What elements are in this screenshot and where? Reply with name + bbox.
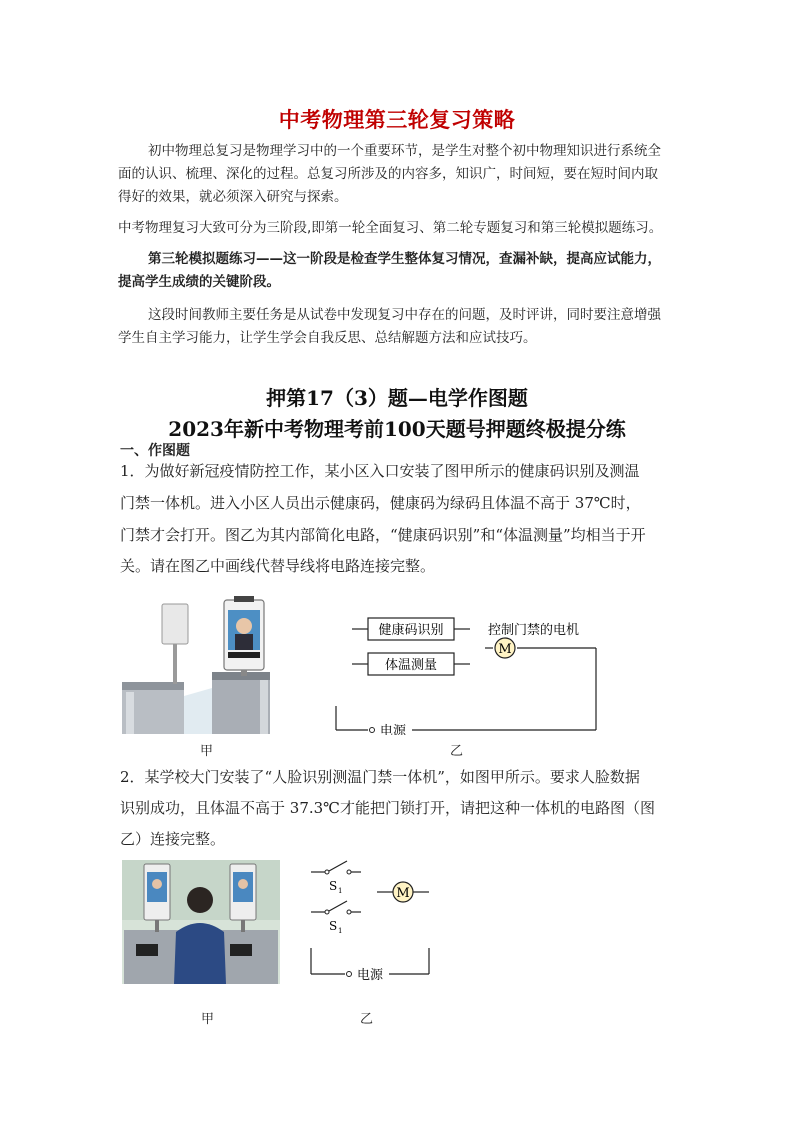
- motor-caption: 控制门禁的电机: [488, 623, 580, 638]
- q2-power-label: 电源: [357, 968, 384, 983]
- q1-line1: 1．为做好新冠疫情防控工作，某小区入口安装了图甲所示的健康码识别及测温: [120, 462, 640, 480]
- power-label: 电源: [380, 724, 407, 735]
- q2-caption-yi: 乙: [360, 1012, 374, 1027]
- switch1-sub: 1: [338, 887, 343, 895]
- section-title: 一、作图题: [120, 443, 190, 459]
- q2-caption-jia: 甲: [201, 1012, 215, 1027]
- q1-circuit-diagram: [330, 610, 620, 735]
- switch2-sub: 1: [338, 927, 343, 935]
- switch1-label: S: [329, 879, 338, 893]
- intro-p4-line1: 这段时间教师主要任务是从试卷中发现复习中存在的问题，及时评讲，同时要注意增强: [148, 307, 661, 323]
- q1-line4: 关。请在图乙中画线代替导线将电路连接完整。: [120, 557, 436, 575]
- q1-caption-jia: 甲: [200, 744, 214, 759]
- intro-p2: 中考物理复习大致可分为三阶段,即第一轮全面复习、第二轮专题复习和第三轮模拟题练习。: [118, 220, 663, 236]
- heading-1: 押第17（3）题—电学作图题: [266, 386, 528, 410]
- intro-p1-line1: 初中物理总复习是物理学习中的一个重要环节，是学生对整个初中物理知识进行系统全: [148, 143, 661, 159]
- q1-photo-gate-machine: [120, 596, 272, 736]
- q1-caption-yi: 乙: [450, 744, 464, 759]
- q1-line2: 门禁一体机。进入小区人员出示健康码，健康码为绿码且体温不高于 37℃时，: [120, 494, 641, 512]
- q2-line3: 乙）连接完整。: [120, 830, 226, 848]
- q2-circuit-diagram: [305, 858, 440, 988]
- intro-p4-line2: 学生自主学习能力，让学生学会自我反思、总结解题方法和应试技巧。: [118, 330, 537, 346]
- page-title: 中考物理第三轮复习策略: [278, 108, 516, 132]
- intro-p3-line2: 提高学生成绩的关键阶段。: [118, 274, 280, 290]
- heading-2: 2023年新中考物理考前100天题号押题终极提分练: [168, 417, 626, 441]
- q2-motor-letter: M: [396, 886, 410, 901]
- health-code-label: 健康码识别: [378, 623, 444, 638]
- intro-p1-line3: 得好的效果，就必须深入研究与探索。: [118, 189, 348, 205]
- q2-line1: 2．某学校大门安装了“人脸识别测温门禁一体机”，如图甲所示。要求人脸数据: [120, 768, 640, 786]
- q1-line3: 门禁才会打开。图乙为其内部简化电路，“健康码识别”和“体温测量”均相当于开: [120, 526, 646, 544]
- q2-line2: 识别成功，且体温不高于 37.3℃才能把门锁打开，请把这种一体机的电路图（图: [120, 799, 655, 817]
- q2-photo-face-recognition-gate: [122, 860, 280, 984]
- switch2-label: S: [329, 919, 338, 933]
- intro-p1-line2: 面的认识、梳理、深化的过程。总复习所涉及的内容多，知识广，时间短，要在短时间内取: [118, 166, 658, 182]
- intro-p3-line1: 第三轮模拟题练习——这一阶段是检查学生整体复习情况，查漏补缺，提高应试能力，: [148, 251, 661, 267]
- temperature-label: 体温测量: [384, 658, 438, 673]
- motor-letter: M: [498, 642, 512, 657]
